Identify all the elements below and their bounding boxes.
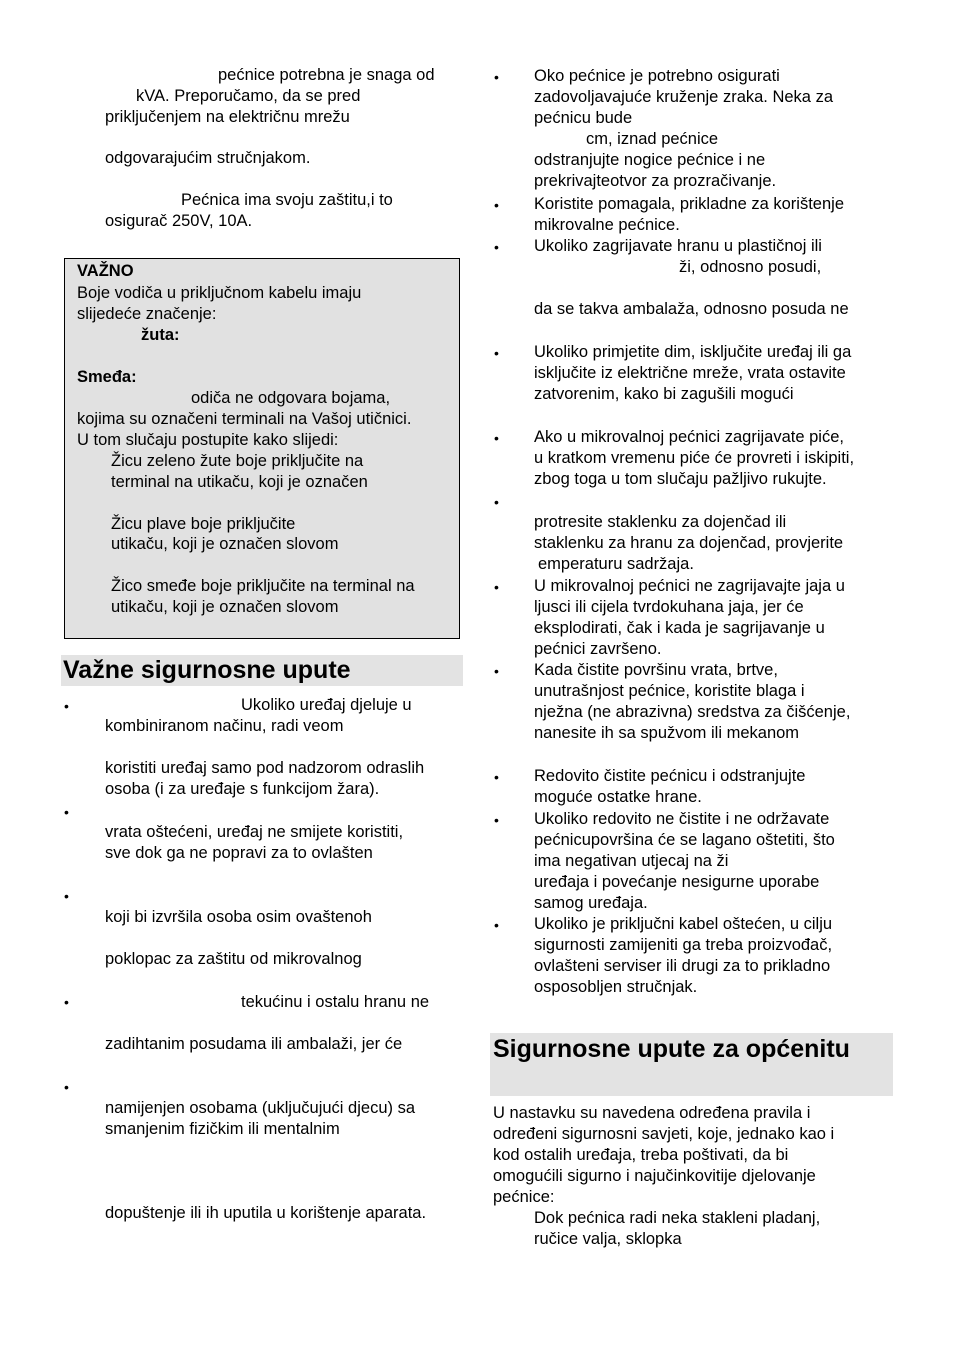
list-line: nanesite ih sa spužvom ili mekanom xyxy=(534,724,800,742)
paragraph-line: Dok pećnica radi neka stakleni pladanj, xyxy=(534,1209,821,1227)
intro-line: osigurač 250V, 10A. xyxy=(105,212,253,230)
notice-title: VAŽNO xyxy=(77,262,134,280)
bullet-dot: • xyxy=(494,663,499,679)
notice-line: slijedeće značenje: xyxy=(77,305,217,323)
list-line: koji bi izvršila osoba osim ovaštenoh xyxy=(105,908,372,926)
section-title: Sigurnosne upute za općenitu xyxy=(493,1035,850,1063)
list-line: pećnicu bude xyxy=(534,109,633,127)
list-line: Ukoliko uređaj djeluje u xyxy=(241,696,412,714)
intro-line: odgovarajućim stručnjakom. xyxy=(105,149,311,167)
section-title: Važne sigurnosne upute xyxy=(63,656,351,684)
list-line: zadihtanim posudama ili ambalaži, jer će xyxy=(105,1035,403,1053)
list-line: protresite staklenku za dojenčad ili xyxy=(534,513,787,531)
list-line: pećnicupovršina će se lagano oštetiti, što xyxy=(534,831,835,849)
bullet-dot: • xyxy=(64,1079,69,1095)
section-heading-safety xyxy=(61,655,463,686)
list-line: ljusci ili cijela tvrdokuhana jaja, jer će xyxy=(534,598,804,616)
paragraph-line: kod ostalih uređaja, treba poštivati, da bi xyxy=(493,1146,789,1164)
list-line: Redovito čistite pećnicu i odstranjujte xyxy=(534,767,806,785)
list-line: u kratkom vremenu piće će provreti i iskipiti, xyxy=(534,449,855,467)
notice-line: terminal na utikaču, koji je označen xyxy=(111,473,368,491)
list-line: samog uređaja. xyxy=(534,894,648,912)
list-line: koristiti uređaj samo pod nadzorom odraslih xyxy=(105,759,425,777)
intro-line: Pećnica ima svoju zaštitu,i to xyxy=(181,191,393,209)
notice-line: kojima su označeni terminali na Vašoj utičnici. xyxy=(77,410,412,428)
list-line: Ako u mikrovalnoj pećnici zagrijavate piće, xyxy=(534,428,844,446)
bullet-dot: • xyxy=(494,494,499,510)
bullet-dot: • xyxy=(494,769,499,785)
list-line: moguće ostatke hrane. xyxy=(534,788,702,806)
list-line: kombiniranom načinu, radi veom xyxy=(105,717,344,735)
list-line: zbog toga u tom slučaju pažljivo rukujte. xyxy=(534,470,827,488)
list-line: poklopac za zaštitu od mikrovalnog xyxy=(105,950,362,968)
notice-line: odiča ne odgovara bojama, xyxy=(191,389,391,407)
bullet-dot: • xyxy=(494,345,499,361)
list-line: Koristite pomagala, prikladne za korištenje xyxy=(534,195,844,213)
list-line: emperaturu sadržaja. xyxy=(538,555,694,573)
list-line: zatvorenim, kako bi zagušili mogući xyxy=(534,385,794,403)
bullet-dot: • xyxy=(494,812,499,828)
bullet-dot: • xyxy=(64,698,69,714)
paragraph-line: određeni sigurnosni savjeti, koje, jednako kao i xyxy=(493,1125,835,1143)
list-line: sigurnosti zamijeniti ga treba proizvođač, xyxy=(534,936,833,954)
list-line: Kada čistite površinu vrata, brtve, xyxy=(534,661,778,679)
bullet-dot: • xyxy=(64,994,69,1010)
list-line: Ukoliko primjetite dim, isključite uređaj ili ga xyxy=(534,343,852,361)
list-line: vrata oštećeni, uređaj ne smijete koristiti, xyxy=(105,823,404,841)
bullet-dot: • xyxy=(64,804,69,820)
notice-line: Žicu zeleno žute boje priključite na xyxy=(111,452,364,470)
notice-line: utikaču, koji je označen slovom xyxy=(111,535,339,553)
bullet-dot: • xyxy=(494,430,499,446)
list-line: staklenku za hranu za dojenčad, provjerite xyxy=(534,534,844,552)
intro-line: priključenjem na električnu mrežu xyxy=(105,108,350,126)
notice-line: U tom slučaju postupite kako slijedi: xyxy=(77,431,339,449)
paragraph-line: ručice valja, sklopka xyxy=(534,1230,682,1248)
section-heading-general xyxy=(490,1033,893,1096)
intro-line: pećnice potrebna je snaga od xyxy=(218,66,435,84)
list-line: Ukoliko zagrijavate hranu u plastičnoj ili xyxy=(534,237,822,255)
list-line: da se takva ambalaža, odnosno posuda ne xyxy=(534,300,849,318)
list-line: zadovoljavajuće kruženje zraka. Neka za xyxy=(534,88,833,106)
notice-line: utikaču, koji je označen slovom xyxy=(111,598,339,616)
bullet-dot: • xyxy=(494,917,499,933)
bullet-dot: • xyxy=(494,69,499,85)
list-line: eksplodirati, čak i kada je sagrijavanje u xyxy=(534,619,825,637)
bullet-dot: • xyxy=(64,888,69,904)
bullet-dot: • xyxy=(494,239,499,255)
paragraph-line: U nastavku su navedena određena pravila i xyxy=(493,1104,811,1122)
bullet-dot: • xyxy=(494,197,499,213)
list-line: prekrivajteotvor za prozračivanje. xyxy=(534,172,777,190)
list-line: Ukoliko je priključni kabel oštećen, u cilju xyxy=(534,915,833,933)
list-line: nježna (ne abrazivna) sredstva za čišćenje, xyxy=(534,703,851,721)
list-line: Ukoliko redovito ne čistite i ne održavate xyxy=(534,810,830,828)
list-line: osoba (i za uređaje s funkcijom žara). xyxy=(105,780,380,798)
list-line: mikrovalne pećnice. xyxy=(534,216,680,234)
list-line: isključite iz električne mreže, vrata ostavite xyxy=(534,364,846,382)
intro-line: kVA. Preporučamo, da se pred xyxy=(136,87,361,105)
bullet-dot: • xyxy=(494,579,499,595)
list-line: osposobljen stručnjak. xyxy=(534,978,698,996)
notice-line: Žico smeđe boje priključite na terminal na xyxy=(111,577,415,595)
list-line: cm, iznad pećnice xyxy=(586,130,719,148)
notice-color-brown: Smeđa: xyxy=(77,368,137,386)
notice-color-yellow: žuta: xyxy=(141,326,180,344)
list-line: sve dok ga ne popravi za to ovlašten xyxy=(105,844,373,862)
list-line: ima negativan utjecaj na ži xyxy=(534,852,729,870)
list-line: unutrašnjost pećnice, koristite blaga i xyxy=(534,682,805,700)
list-line: odstranjujte nogice pećnice i ne xyxy=(534,151,766,169)
paragraph-line: pećnice: xyxy=(493,1188,555,1206)
notice-line: Žicu plave boje priključite xyxy=(111,515,296,533)
list-line: namijenjen osobama (uključujući djecu) sa xyxy=(105,1099,415,1117)
notice-line: Boje vodiča u priključnom kabelu imaju xyxy=(77,284,362,302)
list-line: pećnici završeno. xyxy=(534,640,662,658)
list-line: dopuštenje ili ih uputila u korištenje aparata. xyxy=(105,1204,427,1222)
list-line: Oko pećnice je potrebno osigurati xyxy=(534,67,780,85)
list-line: tekućinu i ostalu hranu ne xyxy=(241,993,430,1011)
list-line: ži, odnosno posudi, xyxy=(679,258,822,276)
list-line: uređaja i povećanje nesigurne uporabe xyxy=(534,873,820,891)
list-line: smanjenim fizičkim ili mentalnim xyxy=(105,1120,340,1138)
list-line: U mikrovalnoj pećnici ne zagrijavajte jaja u xyxy=(534,577,845,595)
paragraph-line: omogućili sigurno i najučinkovitije djelovanje xyxy=(493,1167,816,1185)
list-line: ovlašteni serviser ili drugi za to prikladno xyxy=(534,957,831,975)
